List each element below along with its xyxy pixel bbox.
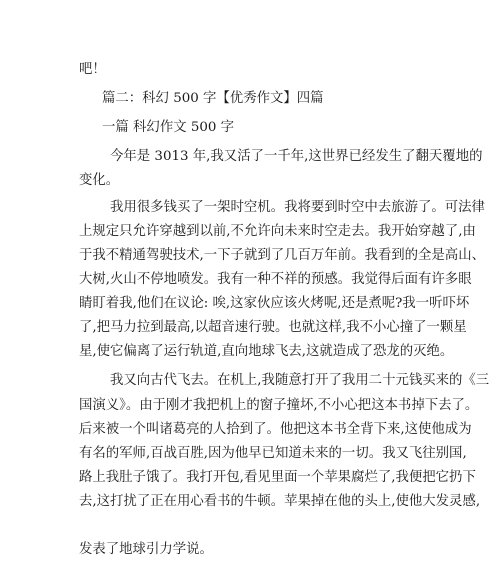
section-heading: 篇二：科幻 500 字【优秀作文】四篇	[102, 91, 324, 106]
paragraph-line: 我用很多钱买了一架时空机。我将要到时空中去旅游了。可法律	[110, 200, 485, 215]
paragraph-line: 大树,火山不停地喷发。我有一种不祥的预感。我觉得后面有许多眼	[79, 272, 472, 287]
article-heading: 一篇 科幻作文 500 字	[102, 120, 235, 135]
paragraph-line: 去,这打扰了正在用心看书的牛顿。苹果掉在他的头上,使他大发灵感,	[79, 494, 481, 509]
paragraph-line: 今年是 3013 年,我又活了一千年,这世界已经发生了翻天覆地的	[110, 149, 483, 164]
paragraph-line: 变化。	[79, 173, 120, 188]
paragraph-line: 我又向古代飞去。在机上,我随意打开了我用二十元钱买来的《三	[110, 373, 490, 388]
paragraph-line: 了,把马力拉到最高,以超音速行驶。也就这样,我不小心撞了一颗星	[79, 320, 467, 335]
paragraph-line: 有名的军师,百战百胜,因为他早已知道未来的一切。我又飞往别国,	[79, 446, 467, 461]
paragraph-line: 路上我肚子饿了。我打开包,看见里面一个苹果腐烂了,我便把它扔下	[79, 470, 476, 485]
paragraph-line: 星,使它偏离了运行轨道,直向地球飞去,这就造成了恐龙的灭绝。	[79, 344, 454, 359]
paragraph-line: 发表了地球引力学说。	[79, 542, 213, 557]
paragraph-line: 国演义》。由于刚才我把机上的窗子撞坏,不小心把这本书掉下去了。	[79, 398, 479, 413]
previous-article-tail: 吧！	[79, 62, 106, 77]
paragraph-line: 于我不精通驾驶技术,一下子就到了几百万年前。我看到的全是高山、	[79, 248, 485, 263]
paragraph-line: 后来被一个叫诸葛亮的人拾到了。他把这本书全背下来,这使他成为	[79, 422, 472, 437]
paragraph-line: 睛盯着我,他们在议论: 唉,这家伙应该火烤呢,还是煮呢?我一听吓坏	[79, 296, 470, 311]
paragraph-line: 上规定只允许穿越到以前,不允许向未来时空走去。我开始穿越了,由	[79, 224, 476, 239]
